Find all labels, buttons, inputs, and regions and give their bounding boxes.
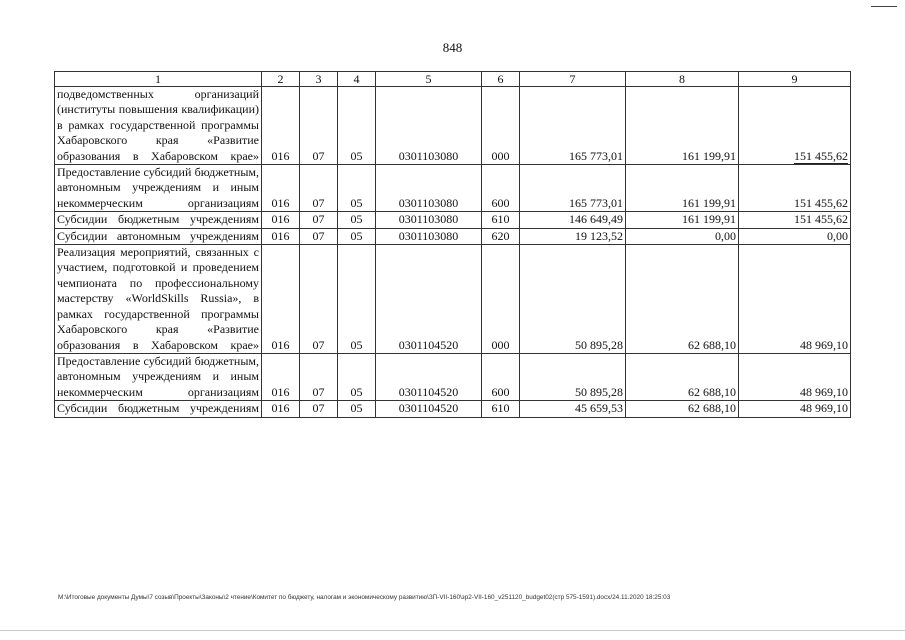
section-code: 07 [300, 87, 338, 165]
amount-col7: 19 123,52 [575, 228, 623, 243]
subsection-code: 05 [338, 212, 376, 228]
table-row [55, 401, 851, 417]
dept-code: 016 [262, 87, 300, 165]
row-name: подведомственных организаций (институты повышения квалификации) в рамках государственной программы Хабаровского края «Развитие образования в Хабаровском крае» [55, 87, 262, 165]
dept-code: 016 [262, 401, 300, 417]
amount-col7: 45 659,53 [575, 401, 623, 416]
table-row [55, 212, 851, 228]
table-row [55, 87, 851, 165]
table-row [55, 228, 851, 244]
amount-col8: 0,00 [715, 228, 736, 243]
table-row [55, 165, 851, 212]
row-name: Субсидии бюджетным учреждениям [55, 401, 262, 417]
section-code: 07 [300, 401, 338, 417]
budget-table [54, 71, 851, 418]
dept-code: 016 [262, 245, 300, 354]
amount-col9: 151 455,62 [794, 212, 848, 227]
table-row [55, 245, 851, 354]
target-article-code: 0301103080 [376, 212, 482, 228]
column-header: 2 [262, 72, 300, 87]
amount-col7: 50 895,28 [575, 384, 623, 399]
column-number-row [55, 72, 851, 87]
amount-col9: 151 455,62 [794, 195, 848, 210]
amount-col8: 62 688,10 [688, 337, 736, 352]
amount-col7: 50 895,28 [575, 337, 623, 352]
page-number: 848 [442, 40, 463, 55]
expense-type-code: 600 [482, 353, 520, 400]
amount-col7: 146 649,49 [569, 212, 623, 227]
amount-col9: 0,00 [827, 228, 848, 243]
target-article-code: 0301104520 [376, 401, 482, 417]
column-header: 7 [520, 72, 626, 87]
section-code: 07 [300, 245, 338, 354]
target-article-code: 0301103080 [376, 228, 482, 244]
subsection-code: 05 [338, 228, 376, 244]
expense-type-code: 600 [482, 165, 520, 212]
page-bottom-divider [0, 630, 905, 631]
row-name: Реализация мероприятий, связанных с участием, подготовкой и проведением чемпионата по профессиональному мастерству «WorldSkills Russia», в рамках государственной программы Хабаровского края «Развитие образования в Хабаровском крае» [55, 245, 262, 354]
row-name: Предоставление субсидий бюджетным, автономным учреждениям и иным некоммерческим организациям [55, 353, 262, 400]
row-name: Субсидии автономным учреждениям [55, 228, 262, 244]
expense-type-code: 000 [482, 245, 520, 354]
subsection-code: 05 [338, 353, 376, 400]
dept-code: 016 [262, 165, 300, 212]
amount-col8: 161 199,91 [682, 148, 736, 163]
section-code: 07 [300, 353, 338, 400]
subsection-code: 05 [338, 245, 376, 354]
amount-col7: 165 773,01 [569, 148, 623, 163]
dept-code: 016 [262, 353, 300, 400]
column-header: 4 [338, 72, 376, 87]
column-header: 5 [376, 72, 482, 87]
amount-col9: 151 455,62 [794, 148, 848, 163]
subsection-code: 05 [338, 87, 376, 165]
amount-col8: 161 199,91 [682, 212, 736, 227]
table-row [55, 353, 851, 400]
column-header: 1 [55, 72, 262, 87]
section-code: 07 [300, 165, 338, 212]
expense-type-code: 000 [482, 87, 520, 165]
column-header: 8 [626, 72, 739, 87]
page-corner-mark [871, 6, 897, 7]
footer-file-path: M:\Итоговые документы Думы\7 созыв\Проекты\Законы\2 чтение\Комитет по бюджету, налогам и экономическому развитию\ЗП-VII-160\зр2-VII-160_v251120_budget02(стр 575-1591).docx/24.11.2020 18:25:03 [58, 594, 671, 601]
target-article-code: 0301104520 [376, 353, 482, 400]
row-name: Субсидии бюджетным учреждениям [55, 212, 262, 228]
amount-col9: 48 969,10 [800, 401, 848, 416]
column-header: 6 [482, 72, 520, 87]
column-header: 9 [739, 72, 851, 87]
target-article-code: 0301103080 [376, 87, 482, 165]
amount-col9: 48 969,10 [800, 337, 848, 352]
column-header: 3 [300, 72, 338, 87]
expense-type-code: 620 [482, 228, 520, 244]
expense-type-code: 610 [482, 212, 520, 228]
subsection-code: 05 [338, 401, 376, 417]
amount-col8: 161 199,91 [682, 195, 736, 210]
section-code: 07 [300, 212, 338, 228]
row-name: Предоставление субсидий бюджетным, автономным учреждениям и иным некоммерческим организациям [55, 165, 262, 212]
dept-code: 016 [262, 228, 300, 244]
amount-col9: 48 969,10 [800, 384, 848, 399]
dept-code: 016 [262, 212, 300, 228]
target-article-code: 0301103080 [376, 165, 482, 212]
amount-col8: 62 688,10 [688, 401, 736, 416]
subsection-code: 05 [338, 165, 376, 212]
section-code: 07 [300, 228, 338, 244]
target-article-code: 0301104520 [376, 245, 482, 354]
expense-type-code: 610 [482, 401, 520, 417]
amount-col7: 165 773,01 [569, 195, 623, 210]
amount-col8: 62 688,10 [688, 384, 736, 399]
